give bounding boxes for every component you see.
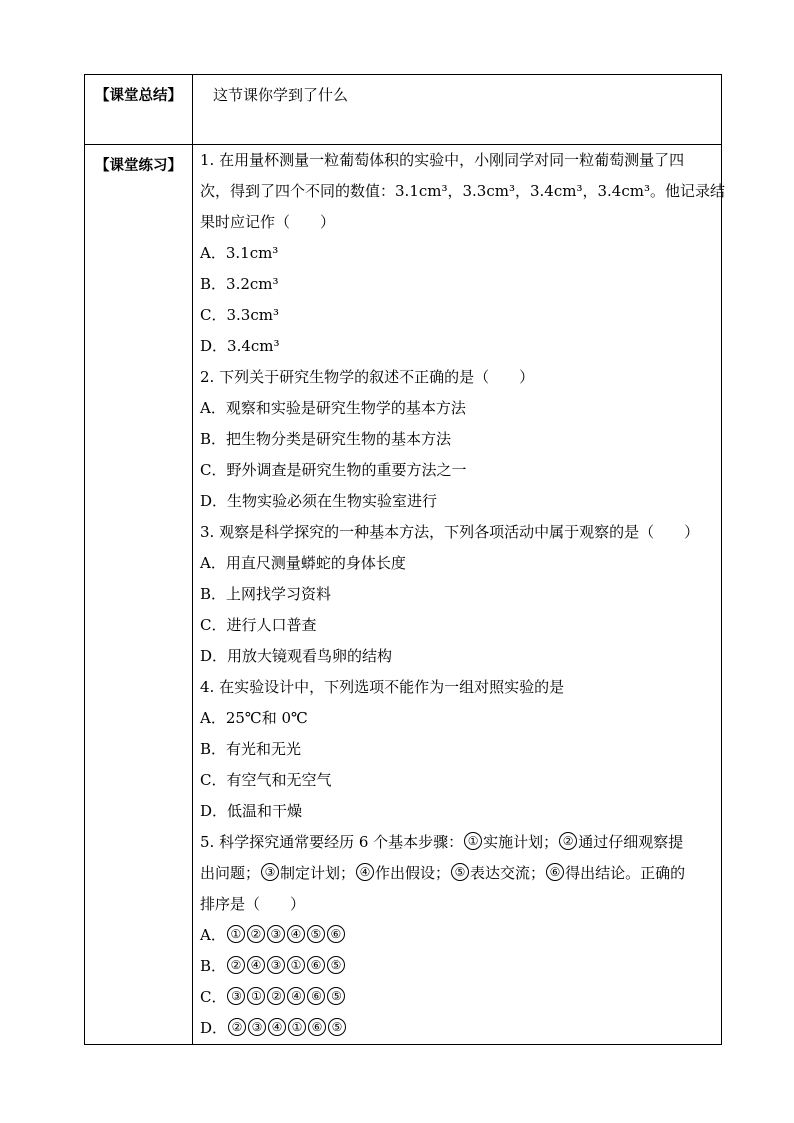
q5-step5: 表达交流； (470, 864, 546, 882)
q3-option-d: D．用放大镜观看鸟卵的结构 (200, 647, 393, 665)
q5-b-seq-1: ② (227, 956, 245, 974)
q4-stem: 4. 在实验设计中，下列选项不能作为一组对照实验的是 (200, 678, 565, 696)
q5-stem-part2: 出问题； (200, 864, 261, 882)
q3-stem: 3. 观察是科学探究的一种基本方法，下列各项活动中属于观察的是（ ） (200, 523, 700, 541)
q5-c-seq-3: ② (267, 987, 285, 1005)
q5-d-seq-1: ② (228, 1018, 246, 1036)
q1-option-a: A．3.1cm³ (200, 244, 279, 262)
summary-content-cell (193, 75, 722, 145)
q5-d-seq-5: ⑥ (308, 1018, 326, 1036)
q5-step3: 制定计划； (280, 864, 356, 882)
q5-d-seq-4: ① (288, 1018, 306, 1036)
q5-a-seq-6: ⑥ (327, 925, 345, 943)
q5-option-d-label: D． (200, 1019, 228, 1037)
q4-option-a: A．25℃和 0℃ (200, 709, 308, 727)
q5-option-a (200, 920, 715, 951)
q5-stem-line3: 排序是（ ） (200, 895, 306, 913)
q5-step4: 作出假设； (375, 864, 451, 882)
q5-c-seq-4: ④ (287, 987, 305, 1005)
q5-a-seq-4: ④ (287, 925, 305, 943)
q5-c-seq-2: ① (247, 987, 265, 1005)
q5-d-seq-3: ④ (268, 1018, 286, 1036)
q5-c-seq-5: ⑥ (307, 987, 325, 1005)
summary-row (85, 75, 722, 145)
q5-c-seq-1: ③ (227, 987, 245, 1005)
question-4 (200, 672, 715, 827)
question-2 (200, 362, 715, 517)
q2-option-d: D．生物实验必须在生物实验室进行 (200, 492, 438, 510)
question-3 (200, 517, 715, 672)
circled-number-1: ① (464, 832, 482, 850)
q5-a-seq-2: ② (247, 925, 265, 943)
q5-a-seq-3: ③ (267, 925, 285, 943)
q5-b-seq-4: ① (287, 956, 305, 974)
q4-option-d: D．低温和干燥 (200, 802, 303, 820)
q5-d-seq-6: ⑤ (328, 1018, 346, 1036)
q3-option-b: B．上网找学习资料 (200, 585, 332, 603)
q4-option-b: B．有光和无光 (200, 740, 302, 758)
q1-stem-line1: 1. 在用量杯测量一粒葡萄体积的实验中，小刚同学对同一粒葡萄测量了四 (200, 151, 685, 169)
q5-step1: 实施计划； (483, 833, 559, 851)
lesson-table (84, 74, 725, 1045)
q5-b-seq-3: ③ (267, 956, 285, 974)
q5-option-c-label: C． (200, 988, 227, 1006)
practice-content-cell (193, 145, 725, 1045)
q1-stem-line2: 次，得到了四个不同的数值：3.1cm³，3.3cm³，3.4cm³，3.4cm³。他记录结 (200, 182, 725, 200)
q5-option-c (200, 982, 715, 1013)
q5-b-seq-5: ⑥ (307, 956, 325, 974)
q2-option-b: B．把生物分类是研究生物的基本方法 (200, 430, 452, 448)
q5-a-seq-1: ① (227, 925, 245, 943)
q5-b-seq-2: ④ (247, 956, 265, 974)
q5-stem-line2 (200, 858, 715, 889)
question-1 (200, 145, 725, 362)
q1-stem-line3: 果时应记作（ ） (200, 213, 336, 231)
q5-c-seq-6: ⑤ (327, 987, 345, 1005)
q5-option-b (200, 951, 715, 982)
q2-stem: 2. 下列关于研究生物学的叙述不正确的是（ ） (200, 368, 535, 386)
q2-option-a: A．观察和实验是研究生物学的基本方法 (200, 399, 466, 417)
q1-option-b: B．3.2cm³ (200, 275, 279, 293)
q1-option-c: C．3.3cm³ (200, 306, 279, 324)
circled-number-3: ③ (261, 863, 279, 881)
q3-option-c: C．进行人口普查 (200, 616, 317, 634)
circled-number-2: ② (559, 832, 577, 850)
circled-number-4: ④ (356, 863, 374, 881)
q5-option-b-label: B． (200, 957, 227, 975)
q5-d-seq-2: ③ (248, 1018, 266, 1036)
summary-label: 【课堂总结】 (85, 75, 193, 145)
q3-option-a: A．用直尺测量蟒蛇的身体长度 (200, 554, 406, 572)
question-5 (200, 827, 715, 1044)
circled-number-5: ⑤ (451, 863, 469, 881)
q4-option-c: C．有空气和无空气 (200, 771, 332, 789)
q1-option-d: D．3.4cm³ (200, 337, 280, 355)
q2-option-c: C．野外调查是研究生物的重要方法之一 (200, 461, 467, 479)
q5-b-seq-6: ⑤ (327, 956, 345, 974)
practice-label: 【课堂练习】 (85, 145, 193, 1045)
summary-text: 这节课你学到了什么 (213, 86, 349, 104)
q5-option-a-label: A． (200, 926, 226, 944)
q5-stem-line1 (200, 827, 715, 858)
practice-row (85, 145, 722, 1045)
q5-stem-part1: 5. 科学探究通常要经历 6 个基本步骤： (200, 833, 464, 851)
q5-step6: 得出结论。正确的 (565, 864, 686, 882)
q5-option-d (200, 1013, 715, 1044)
q5-a-seq-5: ⑤ (307, 925, 325, 943)
circled-number-6: ⑥ (546, 863, 564, 881)
q5-step2: 通过仔细观察提 (578, 833, 684, 851)
